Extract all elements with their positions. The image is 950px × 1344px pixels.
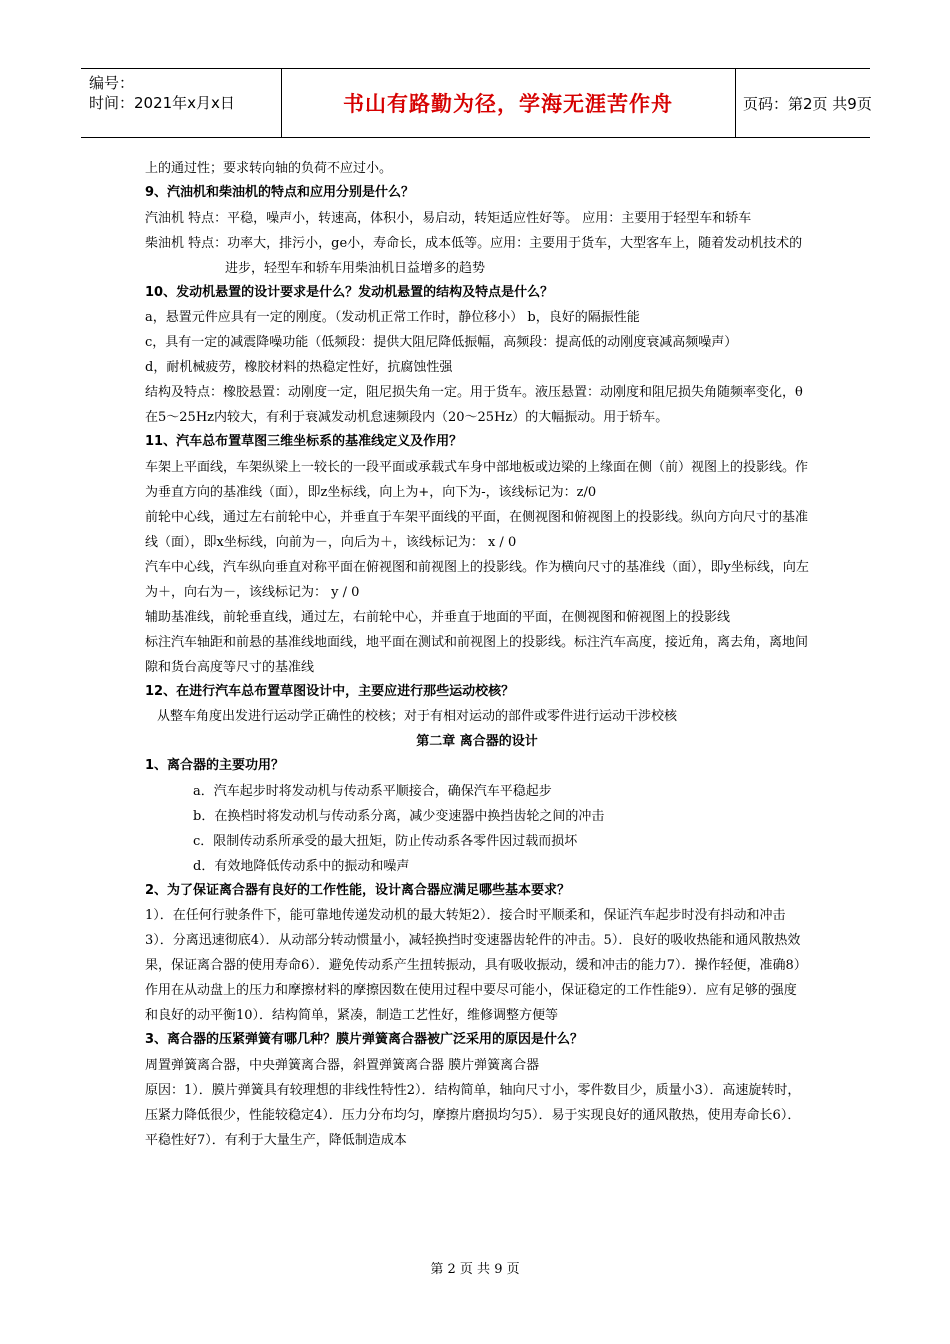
paragraph: 结构及特点：橡胶悬置：动刚度一定，阻尼损失角一定。用于货车。液压悬置：动刚度和阻尼损失角随频率变化，θ在5～25Hz内较大，有利于衰减发动机怠速频段内（20～25Hz）的大幅振动。用于轿车。 <box>145 385 803 425</box>
list-item: b．在换档时将发动机与传动系分离，减少变速器中换挡齿轮之间的冲击 <box>193 808 605 824</box>
paragraph: 原因：1）．膜片弹簧具有较理想的非线性特性2）．结构简单，轴向尺寸小，零件数目少，质量小3）．高速旋转时，压紧力降低很少，性能较稳定4）．压力分布均匀，摩擦片磨损均匀5）．易于实现良好的通风散热，使用寿命长6）．平稳性好7）．有利于大量生产，降低制造成本 <box>145 1082 801 1148</box>
header-motto: 书山有路勤为径，学海无涯苦作舟 <box>343 92 673 116</box>
page-header <box>81 68 870 138</box>
header-page-cell <box>735 69 870 137</box>
paragraph: 车架上平面线，车架纵梁上一较长的一段平面或承载式车身中部地板或边梁的上缘面在侧（前）视图上的投影线。作为垂直方向的基准线（面），即z坐标线，向上为+，向下为-，该线标记为：z/0 <box>145 459 809 500</box>
document-body <box>145 156 809 1153</box>
question-heading: 12、在进行汽车总布置草图设计中，主要应进行那些运动校核？ <box>145 683 515 699</box>
question-heading: 3、离合器的压紧弹簧有哪几种？膜片弹簧离合器被广泛采用的原因是什么？ <box>145 1032 584 1047</box>
chapter-title: 第二章 离合器的设计 <box>416 734 538 749</box>
question-heading: 10、发动机悬置的设计要求是什么？发动机悬置的结构及特点是什么？ <box>145 284 554 300</box>
indented-paragraph: 从整车角度出发进行运动学正确性的校核；对于有相对运动的部件或零件进行运动干涉校核 <box>157 709 678 724</box>
question-heading: 2、为了保证离合器有良好的工作性能，设计离合器应满足哪些基本要求？ <box>145 882 571 898</box>
paragraph: 前轮中心线，通过左右前轮中心，并垂直于车架平面线的平面，在侧视图和俯视图上的投影线。纵向方向尺寸的基准线（面），即x坐标线，向前为－，向后为＋，该线标记为： x / 0 <box>145 509 809 550</box>
engine-feature-paragraph: 汽油机 特点：平稳，噪声小，转速高，体积小，易启动，转矩适应性好等。 应用：主要用于轻型车和轿车 <box>145 210 752 226</box>
paragraph: 辅助基准线，前轮垂直线，通过左，右前轮中心，并垂直于地面的平面，在侧视图和俯视图上的投影线 <box>145 609 731 625</box>
list-item: a．汽车起步时将发动机与传动系平顺接合，确保汽车平稳起步 <box>193 783 552 799</box>
question-heading: 11、汽车总布置草图三维坐标系的基准线定义及作用？ <box>145 434 463 449</box>
paragraph: d，耐机械疲劳，橡胶材料的热稳定性好，抗腐蚀性强 <box>145 360 453 375</box>
header-motto-cell <box>281 69 736 137</box>
paragraph: 1）．在任何行驶条件下，能可靠地传递发动机的最大转矩2）．接合时平顺柔和，保证汽车起步时没有抖动和冲击3）．分离迅速彻底4）．从动部分转动惯量小，减轻换挡时变速器齿轮件的冲击。5）．良好的吸收热能和通风散热效果，保证离合器的使用寿命6）．避免传动系产生扭转振动，具有吸收振动，缓和冲击的能力7）．操作轻便，准确8）作用在从动盘上的压力和摩擦材料的摩擦因数在使用过程中要尽可能小，保证稳定的工作性能9）．应有足够的强度和良好的动平衡10）．结构简单，紧凑，制造工艺性好，维修调整方便等 <box>145 908 807 1023</box>
header-page-number: 页码：第2页 共9页 <box>743 94 872 113</box>
list-item: c．限制传动系所承受的最大扭矩，防止传动系各零件因过载而损坏 <box>193 833 578 849</box>
paragraph: a，悬置元件应具有一定的刚度。（发动机正常工作时，静位移小） b，良好的隔振性能 <box>145 310 640 325</box>
page-footer: 第 2 页 共 9 页 <box>430 1262 520 1277</box>
engine-feature-paragraph: 柴油机 特点：功率大，排污小，ge小，寿命长，成本低等。应用：主要用于货车，大型客车上，随着发动机技术的进步，轻型车和轿车用柴油机日益增多的趋势 <box>145 235 803 276</box>
question-heading: 1、离合器的主要功用？ <box>145 758 285 773</box>
paragraph: 周置弹簧离合器，中央弹簧离合器，斜置弹簧离合器 膜片弹簧离合器 <box>145 1057 540 1073</box>
list-item: d．有效地降低传动系中的振动和噪声 <box>193 858 410 874</box>
header-left-cell <box>81 69 282 137</box>
paragraph: 汽车中心线，汽车纵向垂直对称平面在俯视图和前视图上的投影线。作为横向尺寸的基准线（面），即y坐标线，向左为＋，向右为－，该线标记为： y / 0 <box>145 559 809 600</box>
question-heading: 9、汽油机和柴油机的特点和应用分别是什么？ <box>145 185 415 200</box>
document-date-label: 时间：2021年x月x日 <box>89 94 235 112</box>
document-number-label: 编号： <box>89 74 135 92</box>
paragraph: c，具有一定的减震降噪功能（低频段：提供大阻尼降低振幅，高频段：提高低的动刚度衰减高频噪声） <box>145 335 738 350</box>
paragraph: 上的通过性；要求转向轴的负荷不应过小。 <box>145 161 393 176</box>
paragraph: 标注汽车轴距和前悬的基准线地面线，地平面在测试和前视图上的投影线。标注汽车高度，接近角，离去角，离地间隙和货台高度等尺寸的基准线 <box>145 634 809 675</box>
